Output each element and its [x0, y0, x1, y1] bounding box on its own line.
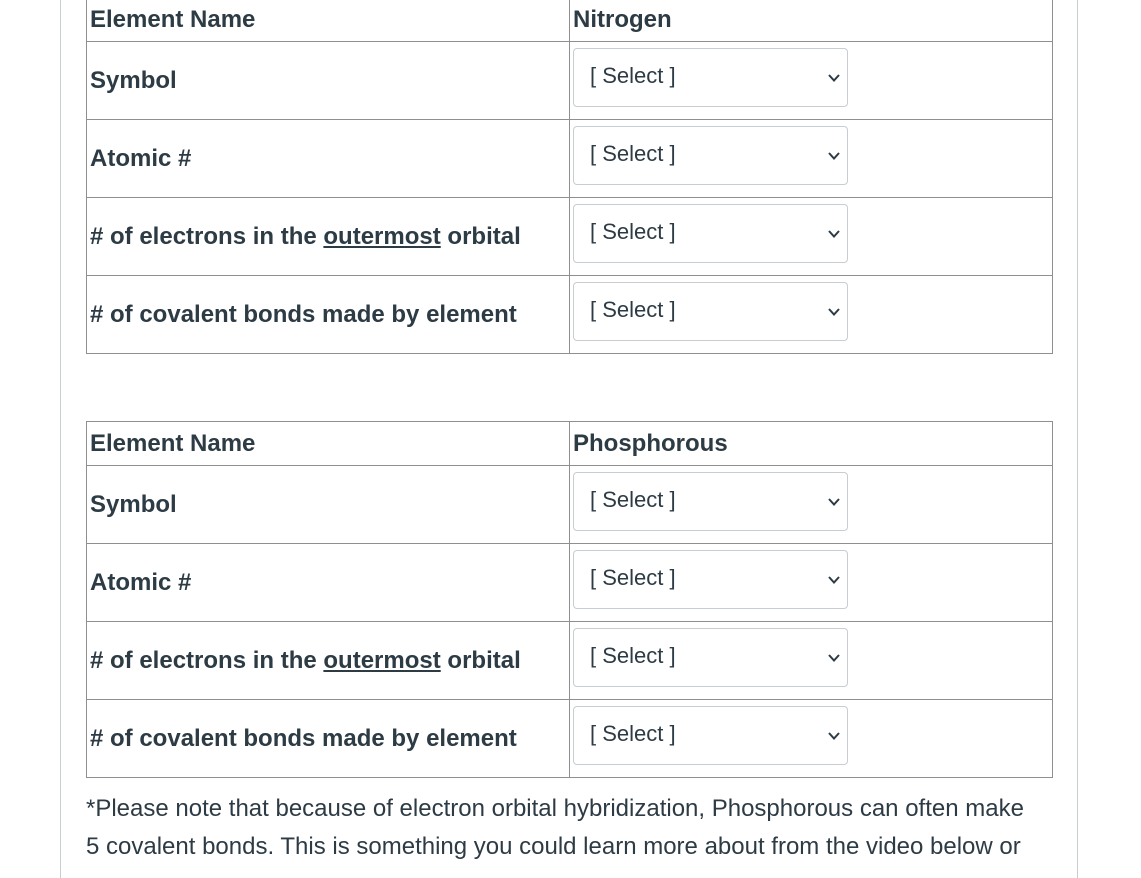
- atomic-number-select[interactable]: [573, 126, 848, 185]
- atomic-number-cell: [570, 544, 1053, 622]
- label-emphasis: outermost: [323, 646, 441, 674]
- chevron-down-icon: [827, 149, 841, 163]
- chevron-down-icon: [827, 71, 841, 85]
- table-header-row: [87, 0, 1053, 42]
- table-row: [87, 700, 1053, 778]
- table-row: [87, 466, 1053, 544]
- phosphorous-table: [86, 421, 1053, 778]
- covalent-bonds-cell: [570, 276, 1053, 354]
- symbol-label: Symbol: [87, 466, 570, 544]
- symbol-select[interactable]: [573, 472, 848, 531]
- table-row: [87, 276, 1053, 354]
- symbol-cell: [570, 42, 1053, 120]
- outermost-electrons-cell: [570, 622, 1053, 700]
- select-value: [ Select ]: [590, 565, 676, 590]
- atomic-number-label: Atomic #: [87, 544, 570, 622]
- label-prefix: # of electrons in the: [90, 222, 324, 250]
- nitrogen-table: [86, 0, 1053, 354]
- select-value: [ Select ]: [590, 487, 676, 512]
- covalent-bonds-select[interactable]: [573, 706, 848, 765]
- atomic-number-label: Atomic #: [87, 120, 570, 198]
- label-suffix: orbital: [440, 646, 521, 674]
- select-value: [ Select ]: [590, 297, 676, 322]
- element-name-header: Element Name: [87, 422, 570, 466]
- select-value: [ Select ]: [590, 721, 676, 746]
- hybridization-note: [86, 790, 1061, 866]
- atomic-number-cell: [570, 120, 1053, 198]
- select-value: [ Select ]: [590, 141, 676, 166]
- covalent-bonds-cell: [570, 700, 1053, 778]
- element-name-header: Element Name: [87, 0, 570, 42]
- outermost-electrons-label: [87, 198, 570, 276]
- note-line-2: 5 covalent bonds. This is something you could learn more about from the video below or: [86, 833, 1021, 860]
- label-suffix: orbital: [440, 222, 521, 250]
- chevron-down-icon: [827, 729, 841, 743]
- chevron-down-icon: [827, 573, 841, 587]
- outermost-electrons-select[interactable]: [573, 204, 848, 263]
- note-line-1: *Please note that because of electron orbital hybridization, Phosphorous can often make: [86, 795, 1024, 822]
- label-prefix: # of electrons in the: [90, 646, 324, 674]
- chevron-down-icon: [827, 495, 841, 509]
- atomic-number-select[interactable]: [573, 550, 848, 609]
- select-value: [ Select ]: [590, 63, 676, 88]
- chevron-down-icon: [827, 227, 841, 241]
- outermost-electrons-cell: [570, 198, 1053, 276]
- symbol-cell: [570, 466, 1053, 544]
- covalent-bonds-label: # of covalent bonds made by element: [87, 276, 570, 354]
- table-row: [87, 622, 1053, 700]
- select-value: [ Select ]: [590, 219, 676, 244]
- covalent-bonds-select[interactable]: [573, 282, 848, 341]
- chevron-down-icon: [827, 305, 841, 319]
- label-emphasis: outermost: [323, 222, 441, 250]
- element-name-value: Nitrogen: [570, 0, 1053, 42]
- chevron-down-icon: [827, 651, 841, 665]
- table-row: [87, 42, 1053, 120]
- table-header-row: [87, 422, 1053, 466]
- table-row: [87, 198, 1053, 276]
- outermost-electrons-select[interactable]: [573, 628, 848, 687]
- table-row: [87, 120, 1053, 198]
- select-value: [ Select ]: [590, 643, 676, 668]
- table-row: [87, 544, 1053, 622]
- element-name-value: Phosphorous: [570, 422, 1053, 466]
- symbol-label: Symbol: [87, 42, 570, 120]
- covalent-bonds-label: # of covalent bonds made by element: [87, 700, 570, 778]
- symbol-select[interactable]: [573, 48, 848, 107]
- outermost-electrons-label: [87, 622, 570, 700]
